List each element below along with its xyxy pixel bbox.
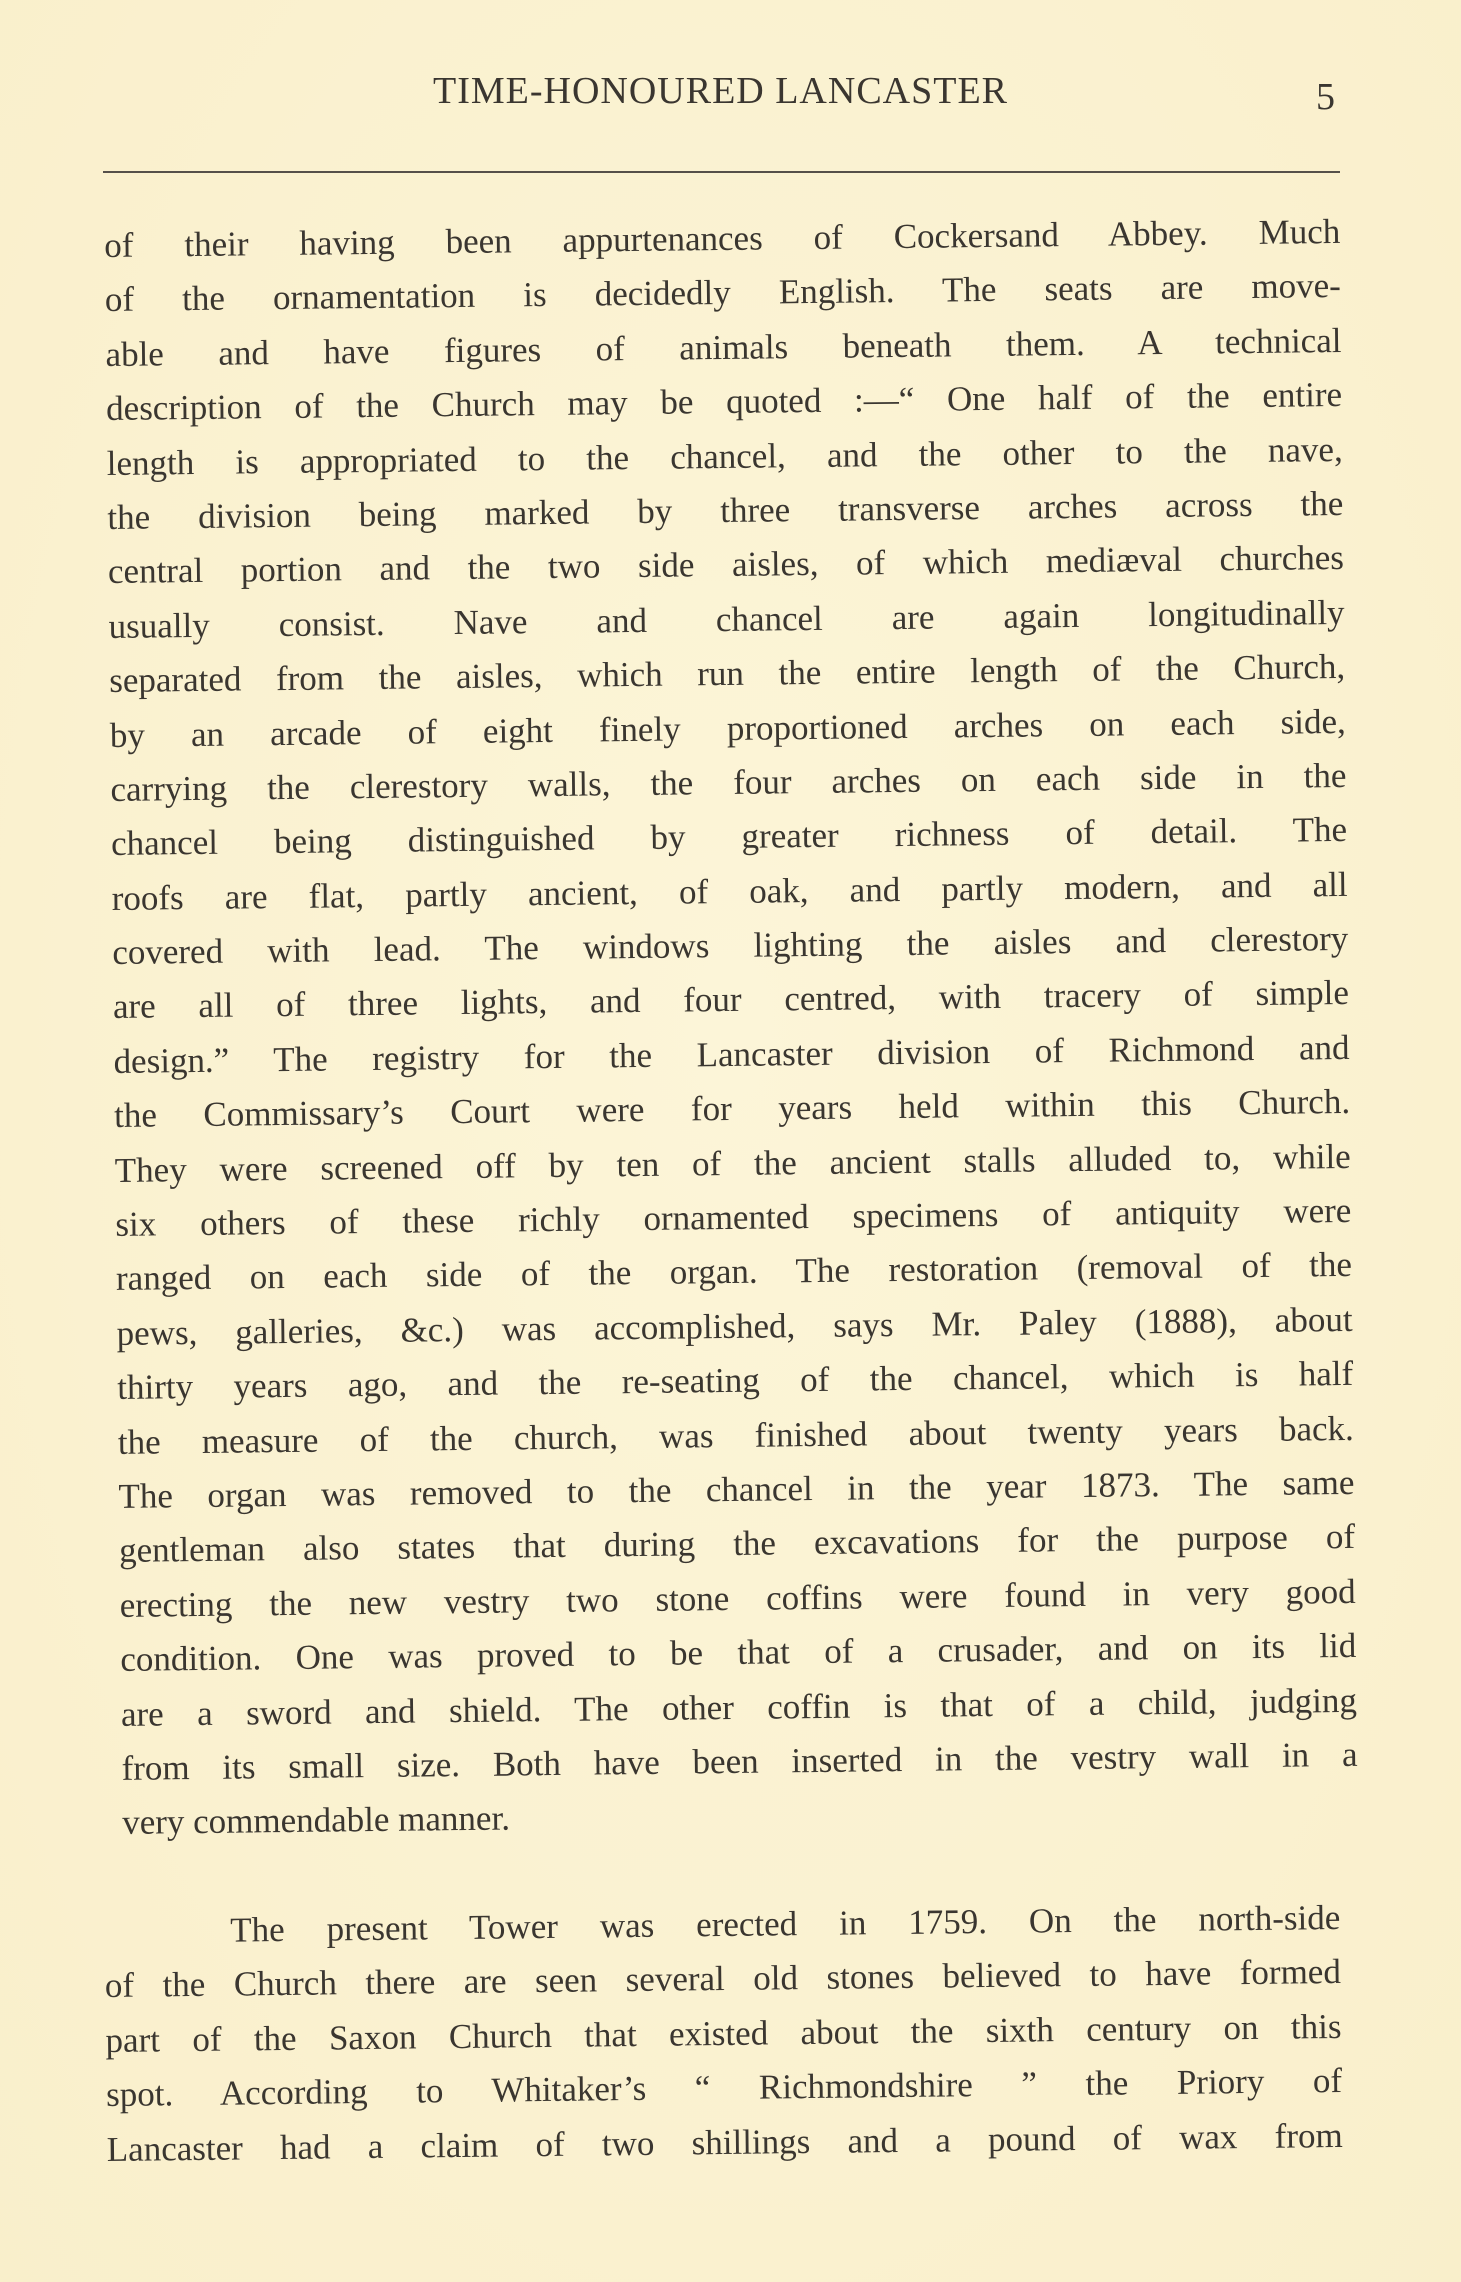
text-line: part of the Saxon Church that existed about the sixth century on this xyxy=(105,2006,1342,2060)
text-line: Lancaster had a claim of two shillings and a pound of wax from xyxy=(106,2115,1343,2169)
text-line: of their having been appurtenances of Cockersand Abbey. Much xyxy=(104,211,1341,265)
text-line: condition. One was proved to be that of a crusader, and on its lid xyxy=(120,1626,1357,1680)
text-line: The organ was removed to the chancel in the year 1873. The same xyxy=(118,1462,1355,1516)
page-number: 5 xyxy=(1316,76,1335,118)
text-line: roofs are flat, partly ancient, of oak, and partly modern, and all xyxy=(111,864,1348,918)
text-line: the measure of the church, was finished about twenty years back. xyxy=(117,1408,1355,1462)
text-line: design.” The registry for the Lancaster division of Richmond and xyxy=(113,1027,1350,1081)
running-head-title: TIME-HONOURED LANCASTER xyxy=(432,70,1009,112)
paragraph-1 xyxy=(104,205,1358,1851)
text-line: separated from the aisles, which run the entire length of the Church, xyxy=(109,647,1346,701)
text-line: covered with lead. The windows lighting the aisles and clerestory xyxy=(112,919,1349,973)
text-line: six others of these richly ornamented specimens of antiquity were xyxy=(115,1190,1352,1244)
text-line: by an arcade of eight finely proportioned arches on each side, xyxy=(109,701,1346,755)
text-line: They were screened off by ten of the ancient stalls alluded to, while xyxy=(114,1136,1351,1190)
text-line: thirty years ago, and the re-seating of the chancel, which is half xyxy=(117,1354,1354,1408)
text-line: chancel being distinguished by greater richness of detail. The xyxy=(110,810,1348,864)
text-line: gentleman also states that during the excavations for the purpose of xyxy=(118,1517,1356,1571)
text-line: of the Church there are seen several old stones believed to have formed xyxy=(104,1952,1342,2006)
text-line: carrying the clerestory walls, the four arches on each side in the xyxy=(110,755,1347,809)
text-line: are a sword and shield. The other coffin is that of a child, judging xyxy=(120,1680,1358,1734)
text-line: very commendable manner. xyxy=(121,1798,511,1843)
text-line: central portion and the two side aisles, of which mediæval churches xyxy=(107,538,1345,592)
text-line: length is appropriated to the chancel, and the other to the nave, xyxy=(106,429,1343,483)
running-head xyxy=(0,66,1461,116)
text-line: able and have figures of animals beneath them. A technical xyxy=(105,320,1342,374)
text-line: are all of three lights, and four centred, with tracery of simple xyxy=(112,973,1350,1027)
text-line: from its small size. Both have been inserted in the vestry wall in a xyxy=(121,1734,1358,1788)
text-line: pews, galleries, &c.) was accomplished, says Mr. Paley (1888), about xyxy=(116,1299,1353,1353)
text-line: usually consist. Nave and chancel are again longitudinally xyxy=(108,592,1345,646)
text-line: erecting the new vestry two stone coffins were found in very good xyxy=(119,1571,1356,1625)
paragraph-2 xyxy=(104,1891,1343,2177)
text-line: spot. According to Whitaker’s “ Richmondshire ” the Priory of xyxy=(105,2061,1343,2115)
text-line: the division being marked by three transverse arches across the xyxy=(107,483,1344,537)
text-line: ranged on each side of the organ. The restoration (removal of the xyxy=(115,1245,1353,1299)
text-line: of the ornamentation is decidedly English. The seats are move- xyxy=(104,266,1342,320)
header-rule xyxy=(103,171,1340,173)
text-line: description of the Church may be quoted :—“ One half of the entire xyxy=(105,375,1343,429)
text-line: the Commissary’s Court were for years held within this Church. xyxy=(113,1082,1351,1136)
text-line: The present Tower was erected in 1759. On the north-side xyxy=(230,1897,1341,1950)
